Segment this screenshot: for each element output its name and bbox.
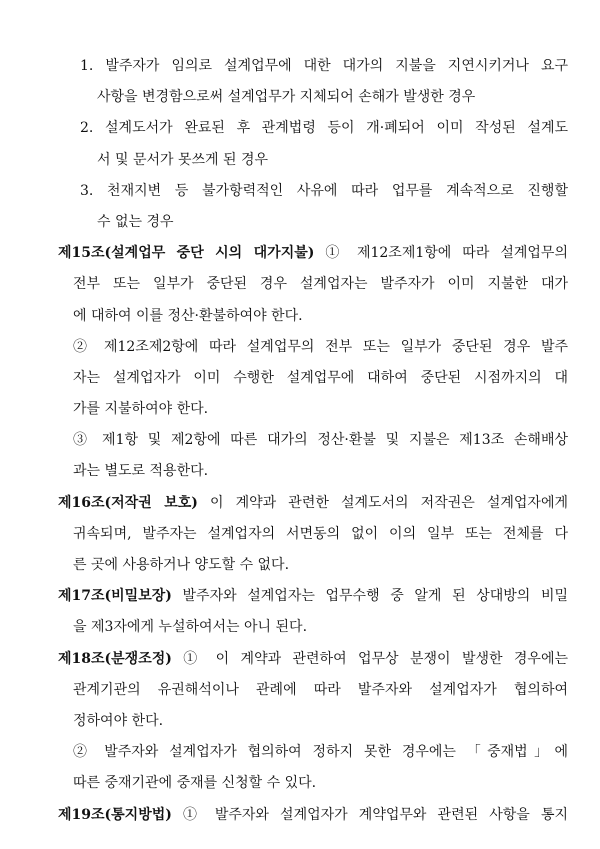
article-text: 자는 설계업자가 이미 수행한 설계업무에 대하여 중단된 시점까지의 대 [73, 369, 568, 386]
article-16 [0, 489, 568, 520]
list-text: 발주자가 임의로 설계업무에 대한 대가의 지불을 지연시키거나 요구 [105, 58, 568, 74]
article-19 [0, 801, 568, 832]
article-title: 제15조(설계업무 중단 시의 대가지불) [58, 245, 315, 262]
article-15 [0, 239, 568, 270]
article-text: ② 발주자와 설계업자가 협의하여 정하지 못한 경우에는 「중재법」에 [73, 744, 568, 761]
article-title: 제17조(비밀보장) [58, 588, 172, 605]
article-text: 귀속되며, 발주자는 설계업자의 서면동의 없이 이의 일부 또는 전체를 다 [73, 525, 568, 542]
list-item-1 [0, 52, 568, 83]
article-text: 발주자와 설계업자는 업무수행 중 알게 된 상대방의 비밀 [182, 588, 568, 605]
article-text: ② 제12조제2항에 따라 설계업무의 전부 또는 일부가 중단된 경우 발주 [73, 338, 568, 355]
article-18 [0, 645, 568, 676]
article-17 [0, 582, 568, 613]
article-text: 정하여야 한다. [73, 712, 164, 729]
article-text: 른 곳에 사용하거나 양도할 수 없다. [73, 557, 290, 573]
article-text: 과는 별도로 적용한다. [73, 463, 209, 480]
list-number: 3. [80, 182, 94, 199]
list-text: 설계도서가 완료된 후 관계법령 등이 개·폐되어 이미 작성된 설계도 [105, 120, 568, 137]
article-text: ③ 제1항 및 제2항에 따른 대가의 정산·환불 및 지불은 제13조 손해배상 [73, 432, 568, 449]
article-text: 전부 또는 일부가 중단된 경우 설계업자는 발주자가 이미 지불한 대가 [73, 276, 568, 293]
article-text: 따른 중재기관에 중재를 신청할 수 있다. [73, 775, 317, 792]
list-item-2 [0, 114, 568, 145]
list-item-2-cont: 서 및 문서가 못쓰게 된 경우 [97, 151, 269, 168]
article-title: 제19조(통지방법) [58, 806, 172, 823]
article-text: 가를 지불하여야 한다. [73, 401, 209, 418]
list-item-1-cont: 사항을 변경함으로써 설계업무가 지체되어 손해가 발생한 경우 [97, 89, 476, 106]
contract-document-page [0, 52, 600, 832]
article-text: ① 이 계약과 관련하여 업무상 분쟁이 발생한 경우에는 [183, 650, 568, 667]
list-item-3 [0, 177, 568, 208]
list-number: 2. [80, 120, 94, 137]
article-text: 을 제3자에게 누설하여서는 아니 된다. [73, 619, 308, 636]
article-text: 이 계약과 관련한 설계도서의 저작권은 설계업자에게 [210, 494, 568, 511]
article-text: ① 발주자와 설계업자가 계약업무와 관련된 사항을 통지 [183, 806, 568, 823]
list-item-3-cont: 수 없는 경우 [97, 213, 174, 230]
list-text: 천재지변 등 불가항력적인 사유에 따라 업무를 계속적으로 진행할 [107, 182, 568, 199]
list-number: 1. [80, 58, 94, 74]
article-text: 에 대하여 이를 정산·환불하여야 한다. [73, 307, 303, 324]
article-title: 제16조(저작권 보호) [58, 494, 198, 511]
article-text: 관계기관의 유권해석이나 관례에 따라 발주자와 설계업자가 협의하여 [73, 681, 568, 698]
article-text: ① 제12조제1항에 따라 설계업무의 [325, 245, 568, 262]
article-title: 제18조(분쟁조정) [58, 650, 172, 667]
